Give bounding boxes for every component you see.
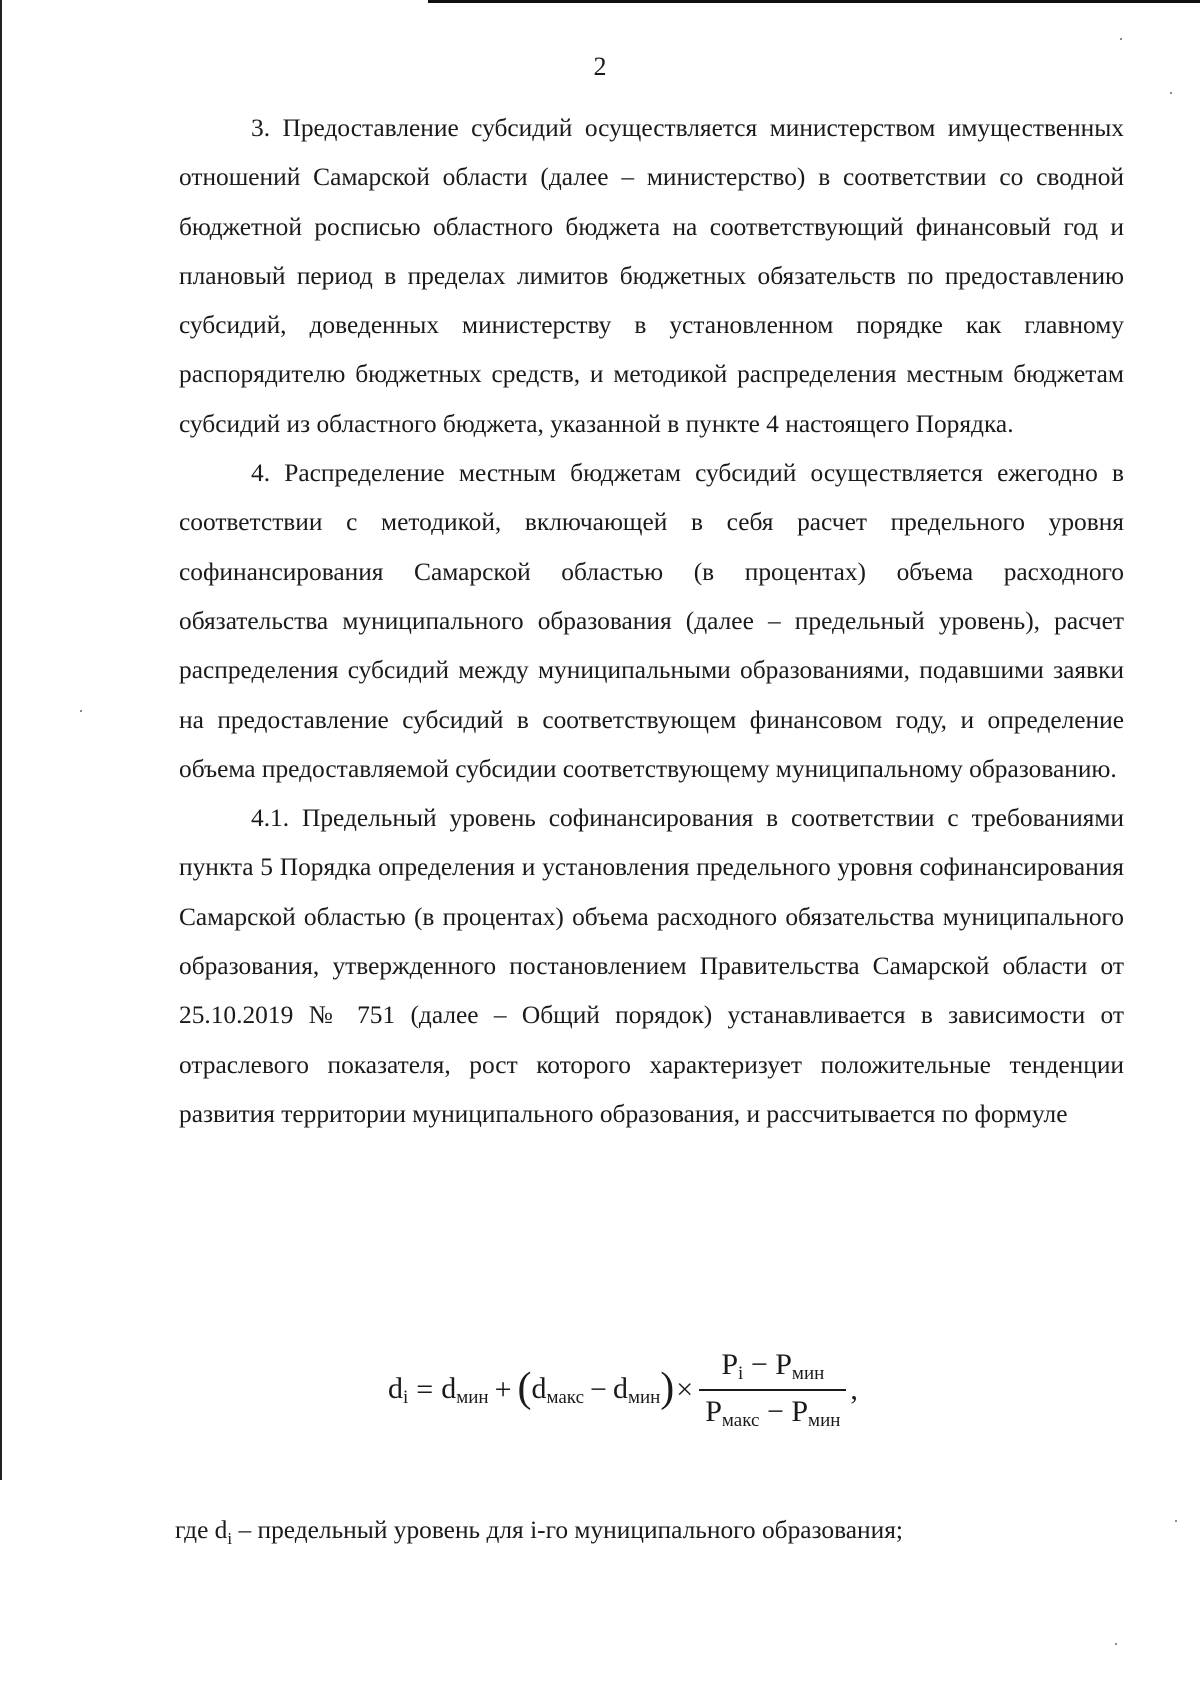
formula-d-min-2: $d_{мин}$: [612, 1371, 661, 1408]
formula-plus: +: [494, 1373, 512, 1406]
scan-speck: [1120, 38, 1122, 40]
formula-fraction: [699, 1348, 846, 1432]
fraction-numerator: $P_i - P_{мин}$: [721, 1348, 825, 1384]
page-number: 2: [593, 52, 607, 81]
scan-speck: [1115, 1643, 1117, 1645]
scan-speck: [1175, 1520, 1177, 1522]
body-text: [179, 104, 1124, 1139]
formula-times: ×: [676, 1373, 694, 1406]
top-border-line: [428, 0, 1200, 3]
scan-speck: [80, 710, 82, 712]
scan-speck: [1170, 92, 1172, 94]
left-border-line: [0, 0, 2, 1480]
formula-trailing-comma: ,: [850, 1373, 858, 1406]
formula-left-paren: (: [517, 1365, 532, 1411]
formula-minus: −: [590, 1373, 607, 1406]
formula-d-min: $d_{мин}$: [441, 1371, 489, 1408]
paragraph-4: 4. Распределение местным бюджетам субсидий осуществляется ежегодно в соответствии с методикой, включающей в себя расчет предельного уровня софинансирования Самарской областью (в процентах) объема расходного обязательства муниципального образования (далее – предельный уровень), расчет распределения субсидий между муниципальными образованиями, подавшими заявки на предоставление субсидий в соответствующем финансовом году, и определение объема предоставляемой субсидии соответствующему муниципальному образованию.: [179, 459, 1124, 783]
formula-equals: =: [416, 1373, 434, 1406]
formula: [388, 1340, 858, 1440]
formula-d-max: $d_{макс}$: [531, 1371, 585, 1408]
fraction-denominator: $P_{макс} - P_{мин}$: [699, 1389, 846, 1432]
formula-right-paren: ): [660, 1365, 675, 1411]
formula-lhs: $d_i$: [388, 1371, 409, 1408]
paragraph-4-1: 4.1. Предельный уровень софинансирования в соответствии с требованиями пункта 5 Порядка определения и установления предельного уровня софинансирования Самарской областью (в процентах) объема расходного обязательства муниципального образования, утвержденного постановлением Правительства Самарской области от 25.10.2019 № 751 (далее – Общий порядок) устанавливается в зависимости от отраслевого показателя, рост которого характеризует положительные тенденции развития территории муниципального образования, и рассчитывается по формуле: [179, 804, 1124, 1128]
where-line: где $d_i$ – предельный уровень для i-го муниципального образования;: [175, 1516, 903, 1549]
paragraph-3: 3. Предоставление субсидий осуществляется министерством имущественных отношений Самарской области (далее – министерство) в соответствии со сводной бюджетной росписью областного бюджета на соответствующий финансовый год и плановый период в пределах лимитов бюджетных обязательств по предоставлению субсидий, доведенных министерству в установленном порядке как главному распорядителю бюджетных средств, и методикой распределения местным бюджетам субсидий из областного бюджета, указанной в пункте 4 настоящего Порядка.: [179, 114, 1124, 438]
